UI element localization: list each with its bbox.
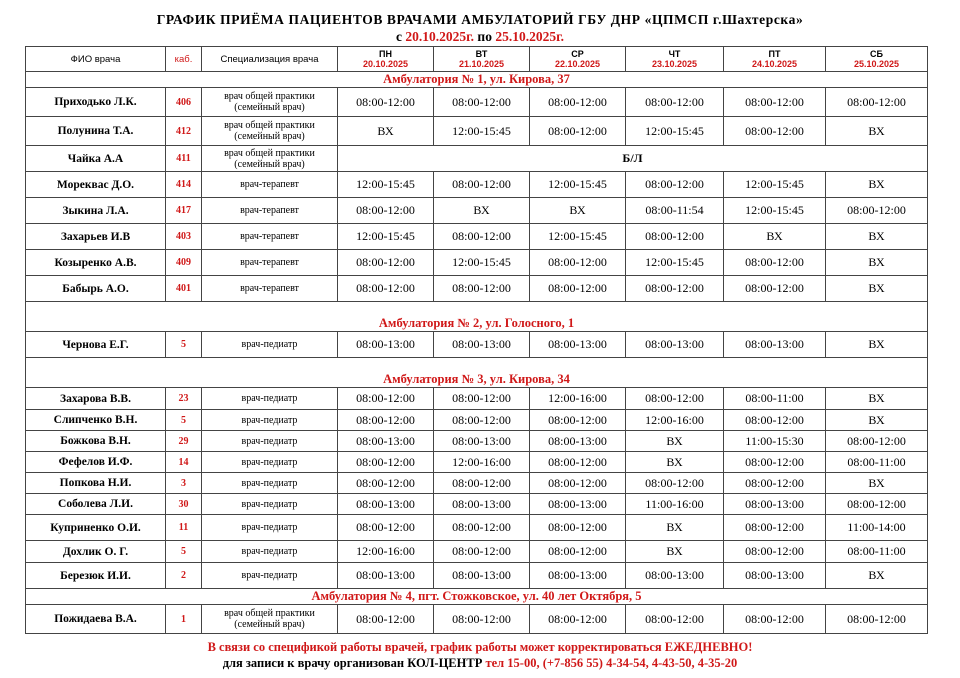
day-name: ПН [379,49,392,59]
hours-cell: 11:00-14:00 [826,515,928,541]
hours-cell: 08:00-12:00 [724,117,826,146]
hours-cell: ВХ [826,473,928,494]
hours-cell: 08:00-12:00 [724,410,826,431]
specialization: врач общей практики (семейный врач) [202,117,338,146]
hours-cell: 08:00-12:00 [338,410,434,431]
period-from-label: с [395,29,402,44]
section-title: Амбулатория № 2, ул. Голосного, 1 [26,302,928,332]
hours-cell: 08:00-12:00 [434,388,530,410]
doctor-row [26,452,928,473]
hours-cell: 12:00-16:00 [626,410,724,431]
specialization: врач-педиатр [202,410,338,431]
hours-cell: 08:00-12:00 [338,198,434,224]
col-header-day [724,47,826,72]
col-header-day [530,47,626,72]
specialization: врач-педиатр [202,388,338,410]
callcenter-label: для записи к врачу организован КОЛ-ЦЕНТР [222,656,483,670]
doctor-row [26,250,928,276]
room-number: 30 [166,494,202,515]
room-number: 1 [166,605,202,634]
section-row [26,358,928,388]
doctor-name: Чернова Е.Г. [26,332,166,358]
room-number: 2 [166,563,202,589]
hours-cell: 08:00-13:00 [338,431,434,452]
section-row [26,302,928,332]
specialization: врач-педиатр [202,515,338,541]
specialization: врач общей практики (семейный врач) [202,605,338,634]
hours-cell: 08:00-12:00 [338,473,434,494]
hours-cell: 08:00-12:00 [338,88,434,117]
doctor-row [26,494,928,515]
hours-cell: 08:00-12:00 [530,250,626,276]
day-date: 24.10.2025 [751,59,798,69]
specialization: врач-педиатр [202,452,338,473]
col-header-day [626,47,724,72]
day-date: 21.10.2025 [458,59,505,69]
doctor-row [26,117,928,146]
hours-cell: 08:00-12:00 [826,605,928,634]
doctor-name: Попкова Н.И. [26,473,166,494]
hours-cell: 08:00-12:00 [530,541,626,563]
section-title: Амбулатория № 3, ул. Кирова, 34 [26,358,928,388]
hours-cell: 08:00-11:54 [626,198,724,224]
room-number: 414 [166,172,202,198]
room-number: 23 [166,388,202,410]
hours-cell: 08:00-12:00 [530,276,626,302]
hours-cell: 08:00-12:00 [530,473,626,494]
schedule-warning: В связи со спецификой работы врачей, график работы может корректироваться ЕЖЕДНЕВНО! [207,640,753,654]
hours-cell: 08:00-13:00 [724,563,826,589]
day-name: СР [571,49,584,59]
hours-cell: 12:00-16:00 [434,452,530,473]
hours-cell: ВХ [826,172,928,198]
doctor-row [26,541,928,563]
day-date: 23.10.2025 [651,59,698,69]
room-number: 5 [166,332,202,358]
hours-cell: 12:00-15:45 [434,250,530,276]
specialization: врач-терапевт [202,224,338,250]
doctor-row [26,388,928,410]
hours-cell: 08:00-13:00 [338,332,434,358]
room-number: 29 [166,431,202,452]
hours-cell: 08:00-11:00 [826,541,928,563]
hours-cell: 08:00-12:00 [530,117,626,146]
specialization: врач-педиатр [202,563,338,589]
doctor-row [26,146,928,172]
hours-cell: 08:00-12:00 [724,541,826,563]
page-title: ГРАФИК ПРИЁМА ПАЦИЕНТОВ ВРАЧАМИ АМБУЛАТОРИЙ ГБУ ДНР «ЦПМСП г.Шахтерска» [156,12,804,27]
hours-cell: 11:00-15:30 [724,431,826,452]
hours-cell: 08:00-12:00 [724,605,826,634]
hours-cell: 08:00-12:00 [626,605,724,634]
section-row [26,589,928,605]
hours-cell: ВХ [826,563,928,589]
hours-cell: 08:00-12:00 [338,452,434,473]
period-line [0,29,960,45]
doctor-row [26,198,928,224]
specialization: врач-педиатр [202,473,338,494]
section-row [26,72,928,88]
col-header-spec: Специализация врача [202,47,338,72]
hours-cell: 08:00-13:00 [724,332,826,358]
room-number: 406 [166,88,202,117]
doctor-row [26,473,928,494]
hours-cell: 12:00-15:45 [434,117,530,146]
day-name: ПТ [768,49,781,59]
header-row [26,47,928,72]
room-number: 11 [166,515,202,541]
hours-cell: ВХ [826,410,928,431]
specialization: врач-педиатр [202,541,338,563]
hours-cell: ВХ [826,388,928,410]
hours-cell: ВХ [626,452,724,473]
hours-cell: ВХ [826,250,928,276]
doctor-name: Фефелов И.Ф. [26,452,166,473]
hours-cell: 08:00-12:00 [434,605,530,634]
doctor-name: Захарьев И.В [26,224,166,250]
room-number: 5 [166,541,202,563]
period-from-date: 20.10.2025г. [405,29,475,44]
room-number: 417 [166,198,202,224]
doctor-name: Соболева Л.И. [26,494,166,515]
period-to-date: 25.10.2025г. [495,29,565,44]
hours-cell: 08:00-12:00 [434,541,530,563]
room-number: 3 [166,473,202,494]
hours-cell: 08:00-13:00 [626,332,724,358]
doctor-name: Пожидаева В.А. [26,605,166,634]
specialization: врач-терапевт [202,276,338,302]
hours-cell: 08:00-13:00 [434,332,530,358]
hours-cell: ВХ [826,332,928,358]
hours-cell: 08:00-13:00 [434,431,530,452]
specialization: врач общей практики (семейный врач) [202,88,338,117]
doctor-name: Чайка А.А [26,146,166,172]
day-date: 20.10.2025 [362,59,409,69]
doctor-row [26,431,928,452]
hours-cell: 08:00-12:00 [434,88,530,117]
doctor-name: Дохлик О. Г. [26,541,166,563]
doctor-name: Куприненко О.И. [26,515,166,541]
hours-cell: 08:00-12:00 [434,515,530,541]
hours-cell: ВХ [826,224,928,250]
hours-cell: 08:00-13:00 [338,563,434,589]
hours-cell: 12:00-15:45 [530,172,626,198]
hours-cell: 08:00-12:00 [434,276,530,302]
room-number: 412 [166,117,202,146]
hours-cell: 08:00-12:00 [434,224,530,250]
hours-cell: 08:00-12:00 [626,276,724,302]
hours-cell: 12:00-16:00 [530,388,626,410]
room-number: 14 [166,452,202,473]
hours-cell: ВХ [626,515,724,541]
hours-cell: 08:00-12:00 [724,473,826,494]
hours-cell: 11:00-16:00 [626,494,724,515]
doctor-name: Захарова В.В. [26,388,166,410]
hours-cell: 08:00-12:00 [530,410,626,431]
col-header-day [434,47,530,72]
doctor-row [26,410,928,431]
hours-cell: ВХ [530,198,626,224]
hours-cell: 08:00-13:00 [530,332,626,358]
specialization: врач-терапевт [202,198,338,224]
hours-cell: 08:00-12:00 [338,605,434,634]
hours-cell: 08:00-12:00 [338,276,434,302]
hours-cell: 12:00-15:45 [338,224,434,250]
hours-cell: ВХ [826,276,928,302]
hours-cell: 08:00-13:00 [530,563,626,589]
hours-cell: 08:00-12:00 [826,198,928,224]
doctor-row [26,172,928,198]
hours-cell: 08:00-12:00 [724,276,826,302]
hours-cell: 08:00-12:00 [826,431,928,452]
hours-cell: 08:00-12:00 [338,388,434,410]
hours-cell: ВХ [724,224,826,250]
hours-cell: 08:00-12:00 [434,172,530,198]
day-date: 25.10.2025 [853,59,900,69]
specialization: врач-педиатр [202,431,338,452]
doctor-name: Полунина Т.А. [26,117,166,146]
doctor-row [26,563,928,589]
section-title: Амбулатория № 4, пгт. Стожковское, ул. 40 лет Октября, 5 [26,589,928,605]
callcenter-phones: тел 15-00, (+7-856 55) 4-34-54, 4-43-50, 4-35-20 [485,656,738,670]
hours-cell: 08:00-12:00 [826,88,928,117]
hours-cell: 08:00-12:00 [626,224,724,250]
hours-cell: 08:00-12:00 [434,410,530,431]
hours-cell: ВХ [626,431,724,452]
hours-cell: 08:00-12:00 [626,388,724,410]
doctor-name: Козыренко А.В. [26,250,166,276]
hours-cell: 08:00-11:00 [826,452,928,473]
hours-cell: 12:00-15:45 [626,250,724,276]
doctor-name: Приходько Л.К. [26,88,166,117]
specialization: врач общей практики (семейный врач) [202,146,338,172]
room-number: 409 [166,250,202,276]
hours-cell: 12:00-15:45 [530,224,626,250]
room-number: 403 [166,224,202,250]
hours-cell: 12:00-16:00 [338,541,434,563]
specialization: врач-терапевт [202,172,338,198]
doctor-row [26,605,928,634]
hours-cell: 08:00-12:00 [530,452,626,473]
hours-cell: 08:00-12:00 [724,452,826,473]
col-header-day [826,47,928,72]
schedule-table [25,46,928,634]
hours-cell: 12:00-15:45 [626,117,724,146]
specialization: врач-педиатр [202,332,338,358]
section-title: Амбулатория № 1, ул. Кирова, 37 [26,72,928,88]
hours-cell: 08:00-12:00 [724,88,826,117]
period-to-label: по [477,29,492,44]
doctor-row [26,515,928,541]
hours-cell: ВХ [338,117,434,146]
hours-cell: 08:00-12:00 [338,250,434,276]
room-number: 5 [166,410,202,431]
hours-cell: 08:00-12:00 [626,172,724,198]
day-name: ЧТ [668,49,681,59]
room-number: 401 [166,276,202,302]
doctor-row [26,332,928,358]
doctor-row [26,224,928,250]
col-header-day [338,47,434,72]
hours-cell: 08:00-13:00 [626,563,724,589]
hours-cell: 08:00-11:00 [724,388,826,410]
hours-cell: ВХ [826,117,928,146]
hours-cell: 08:00-13:00 [338,494,434,515]
room-number: 411 [166,146,202,172]
hours-cell: ВХ [626,541,724,563]
hours-cell: 08:00-12:00 [530,88,626,117]
day-name: СБ [870,49,883,59]
hours-cell: 08:00-12:00 [626,88,724,117]
doctor-row [26,276,928,302]
hours-cell: 08:00-13:00 [724,494,826,515]
hours-cell: 08:00-12:00 [530,605,626,634]
hours-cell: 08:00-13:00 [434,563,530,589]
day-name: ВТ [475,49,488,59]
doctor-name: Бабырь А.О. [26,276,166,302]
hours-cell: 08:00-12:00 [530,515,626,541]
specialization: врач-педиатр [202,494,338,515]
hours-cell: 08:00-12:00 [338,515,434,541]
doctor-name: Божкова В.Н. [26,431,166,452]
hours-cell: 12:00-15:45 [724,172,826,198]
doctor-row [26,88,928,117]
specialization: врач-терапевт [202,250,338,276]
hours-cell: 08:00-12:00 [434,473,530,494]
doctor-name: Березюк И.И. [26,563,166,589]
hours-cell: 08:00-13:00 [530,494,626,515]
hours-cell: 08:00-12:00 [626,473,724,494]
sick-leave-status: Б/Л [338,146,928,172]
hours-cell: 08:00-12:00 [724,250,826,276]
hours-cell: 12:00-15:45 [724,198,826,224]
hours-cell: 08:00-12:00 [724,515,826,541]
hours-cell: ВХ [434,198,530,224]
col-header-name: ФИО врача [26,47,166,72]
hours-cell: 08:00-13:00 [530,431,626,452]
doctor-name: Мореквас Д.О. [26,172,166,198]
hours-cell: 08:00-13:00 [434,494,530,515]
hours-cell: 12:00-15:45 [338,172,434,198]
col-header-room: каб. [166,47,202,72]
day-date: 22.10.2025 [554,59,601,69]
doctor-name: Слипченко В.Н. [26,410,166,431]
callcenter-info [0,656,960,671]
hours-cell: 08:00-12:00 [826,494,928,515]
doctor-name: Зыкина Л.А. [26,198,166,224]
